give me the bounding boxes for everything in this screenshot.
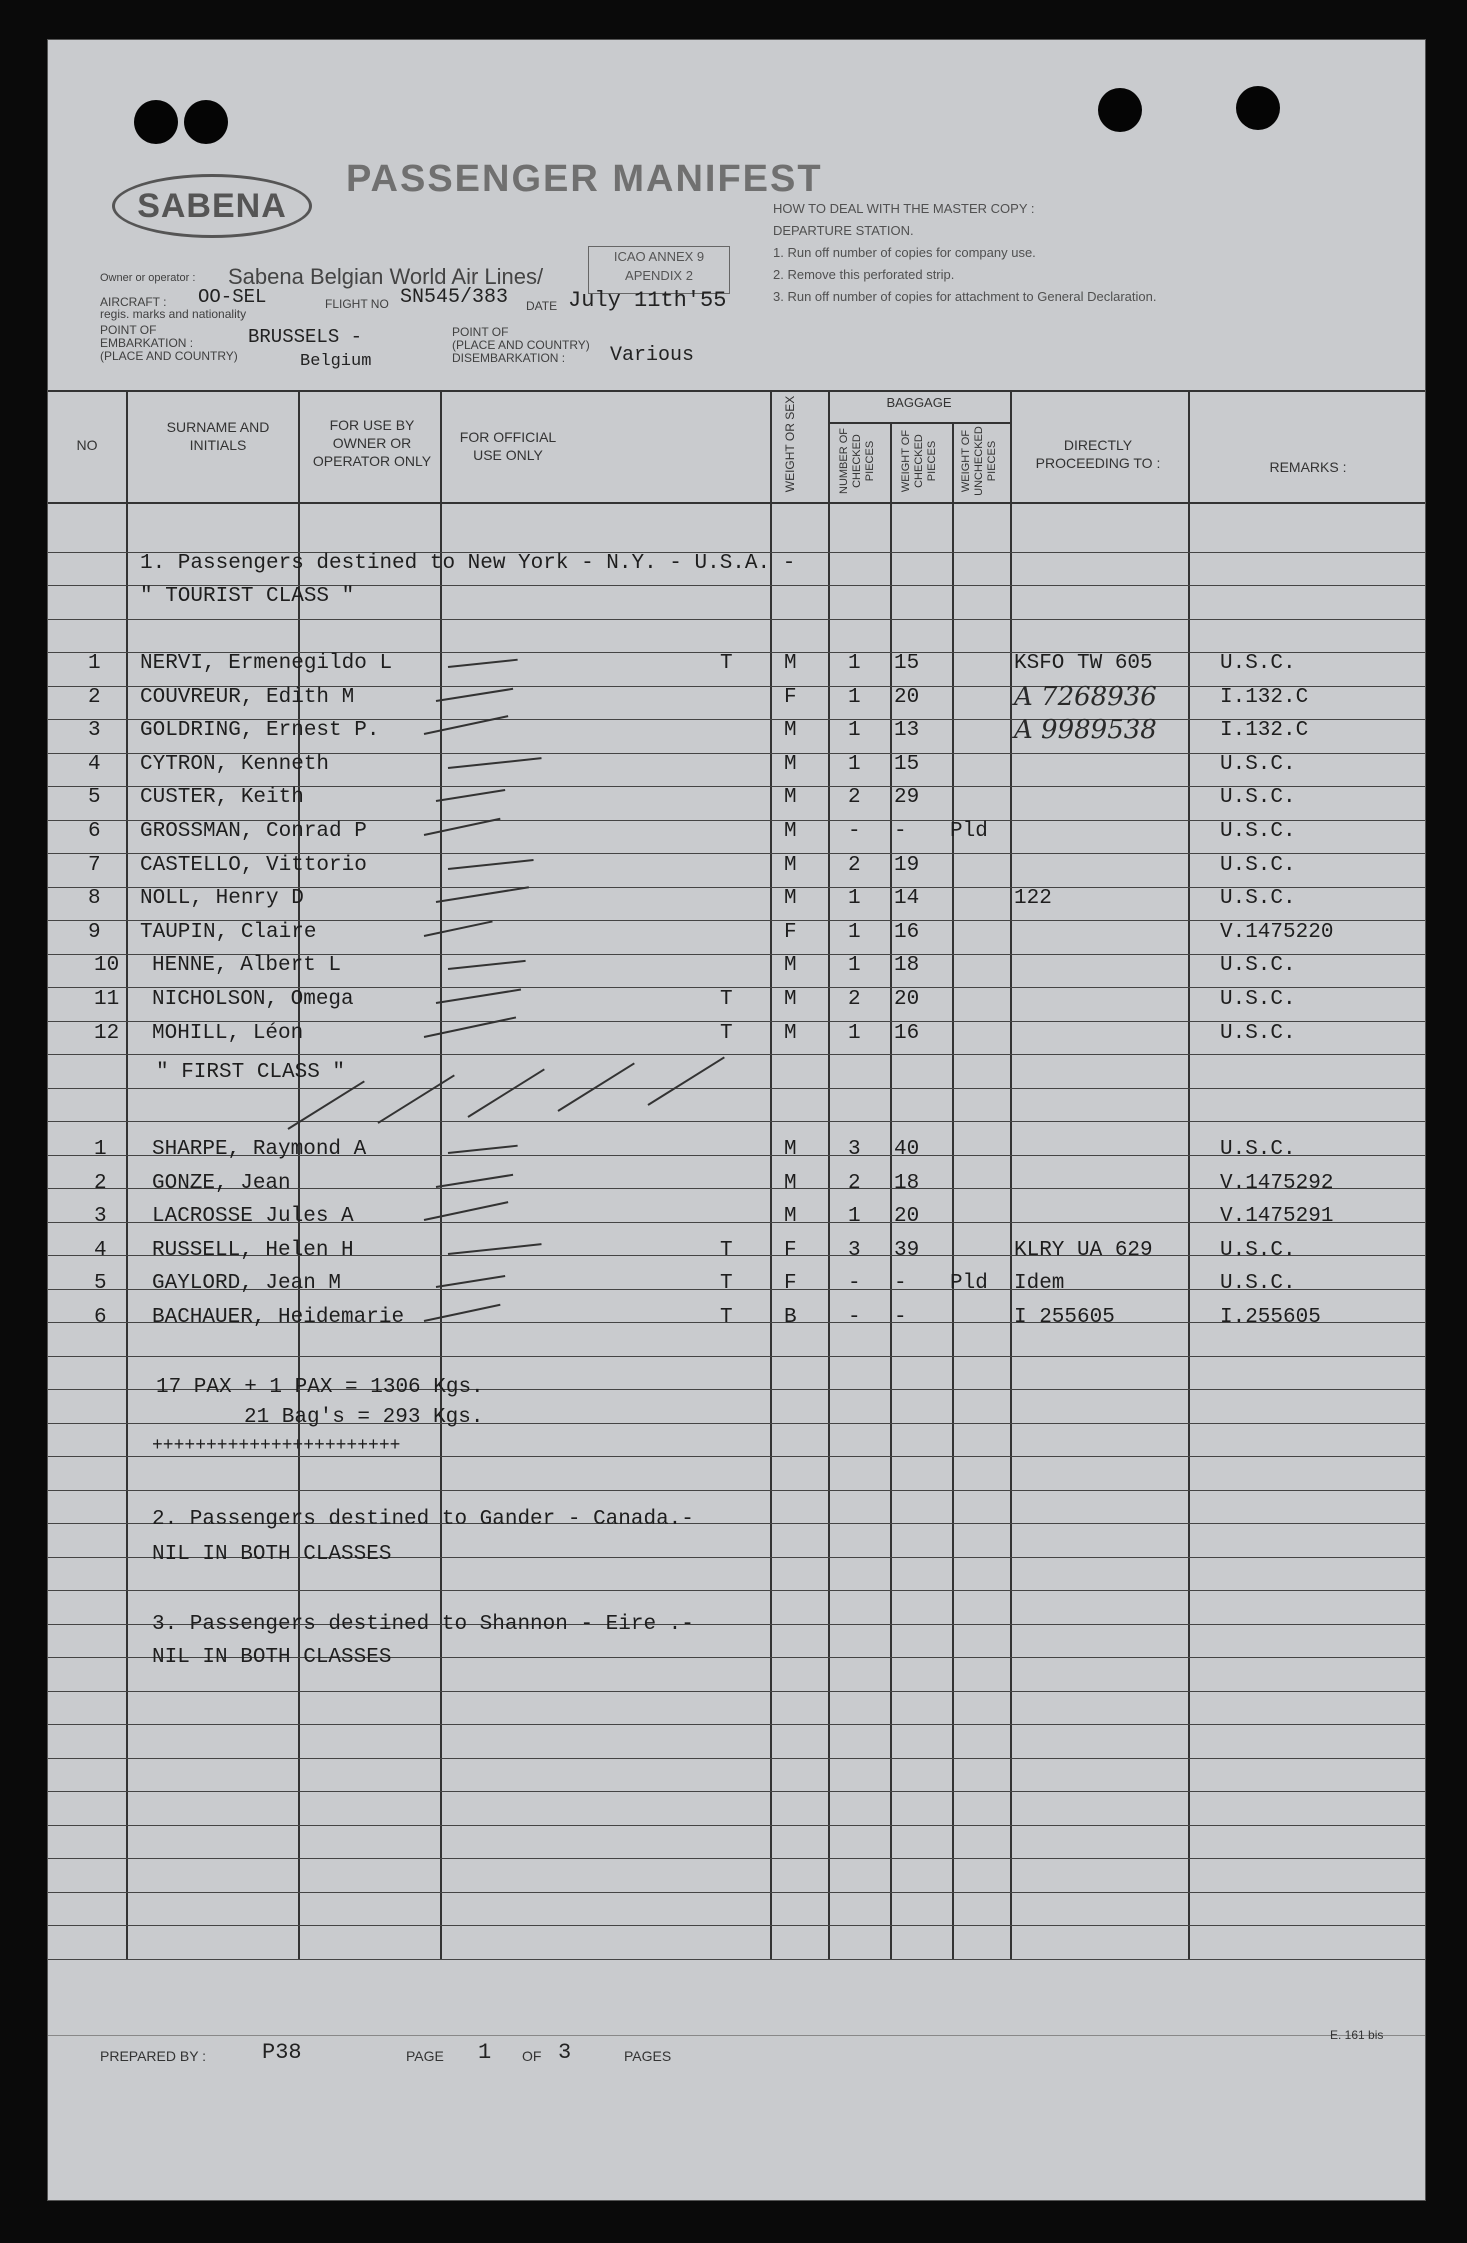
passenger-pieces: 2 xyxy=(848,1171,861,1195)
passenger-weight: 39 xyxy=(894,1238,920,1262)
baggage-divider xyxy=(828,422,1010,424)
embark-label-1: POINT OF xyxy=(100,323,157,337)
col-weight-sex: WEIGHT OR SEX xyxy=(783,395,797,493)
ruled-row xyxy=(48,1724,1425,1759)
passenger-name: HENNE, Albert L xyxy=(152,954,342,978)
passenger-number: 4 xyxy=(94,1238,107,1262)
date-value: July 11th'55 xyxy=(568,288,727,313)
pages-label: PAGES xyxy=(624,2048,672,2064)
passenger-name: LACROSSE Jules A xyxy=(152,1205,354,1229)
page-value: 1 xyxy=(478,2040,492,2065)
passenger-number: 1 xyxy=(94,1138,107,1161)
passenger-number: 7 xyxy=(88,853,101,877)
passenger-number: 8 xyxy=(88,887,101,911)
col-weight-unchecked: WEIGHT OF UNCHECKED PIECES xyxy=(960,426,998,496)
passenger-number: 5 xyxy=(88,786,101,810)
passenger-weight: 40 xyxy=(894,1138,920,1161)
passenger-number: 3 xyxy=(94,1205,107,1229)
passenger-weight: 15 xyxy=(894,652,920,675)
passenger-weight: 18 xyxy=(894,954,920,978)
passenger-pieces: 2 xyxy=(848,988,861,1011)
passenger-number: 5 xyxy=(94,1272,107,1296)
passenger-number: 6 xyxy=(88,820,101,843)
passenger-destination: 122 xyxy=(1014,887,1052,911)
aircraft-label: AIRCRAFT : xyxy=(100,295,167,309)
form-code: E. 161 bis xyxy=(1330,2028,1384,2042)
passenger-tourist-mark: T xyxy=(720,1238,733,1262)
embark-value-1: BRUSSELS - xyxy=(248,326,363,348)
ruled-row xyxy=(48,1758,1425,1793)
section3-heading: 3. Passengers destined to Shannon - Eire .- xyxy=(152,1613,694,1636)
passenger-remarks: I.132.C xyxy=(1220,719,1309,743)
passenger-name: COUVREUR, Edith M xyxy=(140,685,355,709)
section2-heading: 2. Passengers destined to Gander - Canada.- xyxy=(152,1508,694,1531)
date-label: DATE xyxy=(526,299,558,313)
passenger-number: 6 xyxy=(94,1306,107,1329)
passenger-pieces: - xyxy=(848,1272,861,1296)
passenger-name: NICHOLSON, Omega xyxy=(152,988,354,1011)
passenger-name: GOLDRING, Ernest P. xyxy=(140,719,380,743)
passenger-sex: M xyxy=(784,1171,797,1195)
passenger-weight: 20 xyxy=(894,988,920,1011)
embark-label-3: (PLACE AND COUNTRY) xyxy=(100,349,238,363)
passenger-remarks: U.S.C. xyxy=(1220,988,1296,1011)
passenger-sex: M xyxy=(784,786,797,810)
passenger-sex: M xyxy=(784,752,797,776)
passenger-weight: - xyxy=(894,1272,907,1296)
passenger-name: CUSTER, Keith xyxy=(140,786,304,810)
prepared-by-label: PREPARED BY : xyxy=(100,2048,207,2064)
instruction-line-5: 3. Run off number of copies for attachment to General Declaration. xyxy=(773,289,1157,304)
passenger-pieces: 3 xyxy=(848,1138,861,1161)
passenger-remarks: U.S.C. xyxy=(1220,1138,1296,1161)
page-label: PAGE xyxy=(406,2048,444,2064)
passenger-number: 3 xyxy=(88,719,101,743)
owner-value: Sabena Belgian World Air Lines/ xyxy=(228,264,544,289)
passenger-destination: A 9989538 xyxy=(1014,715,1157,746)
passenger-pieces: 1 xyxy=(848,685,861,709)
flight-value: SN545/383 xyxy=(400,286,509,309)
embark-label-2: EMBARKATION : xyxy=(100,336,194,350)
punch-hole xyxy=(1098,88,1142,132)
passenger-name: RUSSELL, Helen H xyxy=(152,1238,354,1262)
punch-hole xyxy=(134,100,178,144)
manifest-title: PASSENGER MANIFEST xyxy=(346,158,823,200)
passenger-tourist-mark: T xyxy=(720,1021,733,1045)
ruled-row xyxy=(48,518,1425,553)
passenger-weight: 16 xyxy=(894,1021,920,1045)
passenger-remarks: V.1475220 xyxy=(1220,920,1334,944)
flight-label: FLIGHT NO xyxy=(325,297,389,311)
icao-line1: ICAO ANNEX 9 xyxy=(613,249,705,264)
aircraft-value: OO-SEL xyxy=(198,286,267,308)
passenger-name: MOHILL, Léon xyxy=(152,1021,304,1045)
ruled-row xyxy=(48,1858,1425,1893)
passenger-pieces: 1 xyxy=(848,920,861,944)
passenger-name: GROSSMAN, Conrad P xyxy=(140,820,367,843)
passenger-pieces: 1 xyxy=(848,954,861,978)
passenger-name: CYTRON, Kenneth xyxy=(140,752,330,776)
passenger-remarks: V.1475292 xyxy=(1220,1171,1334,1195)
passenger-remarks: U.S.C. xyxy=(1220,887,1296,911)
passenger-weight: 19 xyxy=(894,853,920,877)
disembark-label-3: DISEMBARKATION : xyxy=(452,351,566,365)
passenger-name: NOLL, Henry D xyxy=(140,887,304,911)
passenger-weight: 16 xyxy=(894,920,920,944)
passenger-destination: KLRY UA 629 xyxy=(1014,1238,1153,1262)
passenger-weight: 15 xyxy=(894,752,920,776)
passenger-pieces: 2 xyxy=(848,853,861,877)
passenger-number: 2 xyxy=(88,685,101,709)
passenger-weight: 20 xyxy=(894,1205,920,1229)
passenger-sex: M xyxy=(784,988,797,1011)
punch-hole xyxy=(184,100,228,144)
ruled-row xyxy=(48,1456,1425,1491)
passenger-remarks: U.S.C. xyxy=(1220,1272,1296,1296)
passenger-weight: 13 xyxy=(894,719,920,743)
passenger-name: CASTELLO, Vittorio xyxy=(140,853,367,877)
passenger-sex: M xyxy=(784,719,797,743)
prepared-by-value: P38 xyxy=(262,2040,302,2065)
passenger-pieces: 1 xyxy=(848,887,861,911)
passenger-tourist-mark: T xyxy=(720,988,733,1011)
passenger-pieces: 1 xyxy=(848,719,861,743)
passenger-destination: I 255605 xyxy=(1014,1306,1115,1329)
passenger-unchecked: Pld xyxy=(950,820,988,843)
aircraft-sub-label: regis. marks and nationality xyxy=(100,307,247,321)
passenger-remarks: U.S.C. xyxy=(1220,820,1296,843)
passenger-remarks: U.S.C. xyxy=(1220,752,1296,776)
passenger-tourist-mark: T xyxy=(720,1306,733,1329)
passenger-pieces: - xyxy=(848,1306,861,1329)
passenger-destination: Idem xyxy=(1014,1272,1065,1296)
col-num-checked: NUMBER OF CHECKED PIECES xyxy=(838,428,876,494)
tourist-class-heading: " TOURIST CLASS " xyxy=(140,585,355,608)
passenger-weight: 29 xyxy=(894,786,920,810)
passenger-pieces: 1 xyxy=(848,652,861,675)
passenger-name: SHARPE, Raymond A xyxy=(152,1138,367,1161)
disembark-label-2: (PLACE AND COUNTRY) xyxy=(452,338,590,352)
passenger-number: 2 xyxy=(94,1171,107,1195)
totals-line-1: 17 PAX + 1 PAX = 1306 Kgs. xyxy=(156,1376,484,1399)
passenger-pieces: - xyxy=(848,820,861,843)
passenger-number: 9 xyxy=(88,920,101,944)
passenger-pieces: 1 xyxy=(848,752,861,776)
passenger-name: GONZE, Jean xyxy=(152,1171,291,1195)
ruled-row xyxy=(48,1892,1425,1927)
passenger-sex: M xyxy=(784,954,797,978)
passenger-remarks: V.1475291 xyxy=(1220,1205,1334,1229)
col-surname: SURNAME AND INITIALS xyxy=(166,419,270,453)
passenger-sex: F xyxy=(784,685,797,709)
totals-rule: +++++++++++++++++++++++ xyxy=(152,1436,401,1456)
passenger-name: NERVI, Ermenegildo L xyxy=(140,652,393,675)
instructions xyxy=(773,198,1156,308)
passenger-sex: F xyxy=(784,1238,797,1262)
passenger-pieces: 2 xyxy=(848,786,861,810)
owner-label: Owner or operator : xyxy=(100,272,196,284)
passenger-destination: KSFO TW 605 xyxy=(1014,652,1153,675)
passenger-sex: B xyxy=(784,1306,797,1329)
passenger-number: 10 xyxy=(94,954,120,978)
disembark-value: Various xyxy=(610,344,695,367)
passenger-unchecked: Pld xyxy=(950,1272,988,1296)
instruction-line-1: HOW TO DEAL WITH THE MASTER COPY : xyxy=(773,201,1035,216)
passenger-remarks: U.S.C. xyxy=(1220,1021,1296,1045)
passenger-weight: 18 xyxy=(894,1171,920,1195)
punch-hole xyxy=(1236,86,1280,130)
passenger-name: TAUPIN, Claire xyxy=(140,920,317,944)
sabena-logo: SABENA xyxy=(112,174,312,238)
disembark-label-1: POINT OF xyxy=(452,325,509,339)
manifest-sheet xyxy=(48,40,1425,2200)
ruled-row xyxy=(48,1925,1425,1960)
section3-note: NIL IN BOTH CLASSES xyxy=(152,1646,392,1669)
col-remarks: REMARKS : xyxy=(1269,459,1347,475)
col-owner-use: FOR USE BY OWNER OR OPERATOR ONLY xyxy=(312,417,432,469)
ruled-row xyxy=(48,1825,1425,1860)
footer-rule xyxy=(48,2035,1425,2036)
embark-value-2: Belgium xyxy=(300,352,372,371)
header-divider xyxy=(48,390,1425,392)
passenger-remarks: U.S.C. xyxy=(1220,786,1296,810)
section1-heading: 1. Passengers destined to New York - N.Y. - U.S.A. - xyxy=(140,552,796,575)
icao-line2: APENDIX 2 xyxy=(625,268,693,283)
passenger-pieces: 1 xyxy=(848,1205,861,1229)
col-official-use: FOR OFFICIAL USE ONLY xyxy=(459,429,557,463)
passenger-sex: M xyxy=(784,1138,797,1161)
passenger-remarks: U.S.C. xyxy=(1220,652,1296,675)
passenger-remarks: U.S.C. xyxy=(1220,954,1296,978)
ruled-row xyxy=(48,1691,1425,1726)
passenger-tourist-mark: T xyxy=(720,1272,733,1296)
instruction-line-4: 2. Remove this perforated strip. xyxy=(773,267,955,282)
passenger-sex: M xyxy=(784,853,797,877)
of-label: OF xyxy=(522,2048,542,2064)
passenger-sex: F xyxy=(784,920,797,944)
totals-line-2: 21 Bag's = 293 Kgs. xyxy=(244,1406,484,1429)
passenger-sex: M xyxy=(784,1021,797,1045)
passenger-number: 11 xyxy=(94,988,120,1011)
ruled-row xyxy=(48,1088,1425,1123)
passenger-name: GAYLORD, Jean M xyxy=(152,1272,342,1296)
passenger-weight: 14 xyxy=(894,887,920,911)
ruled-row xyxy=(48,619,1425,654)
col-weight-checked: WEIGHT OF CHECKED PIECES xyxy=(900,429,938,493)
passenger-sex: M xyxy=(784,652,797,675)
of-value: 3 xyxy=(558,2040,572,2065)
passenger-weight: - xyxy=(894,1306,907,1329)
col-baggage: BAGGAGE xyxy=(886,395,952,410)
first-class-heading: " FIRST CLASS " xyxy=(156,1061,346,1084)
icao-box xyxy=(588,246,730,294)
passenger-number: 12 xyxy=(94,1021,120,1045)
passenger-weight: 20 xyxy=(894,685,920,709)
passenger-sex: M xyxy=(784,820,797,843)
instruction-line-2: DEPARTURE STATION. xyxy=(773,223,914,238)
passenger-sex: M xyxy=(784,887,797,911)
passenger-number: 1 xyxy=(88,652,101,675)
passenger-weight: - xyxy=(894,820,907,843)
passenger-remarks: I.132.C xyxy=(1220,685,1309,709)
passenger-name: BACHAUER, Heidemarie xyxy=(152,1306,405,1329)
column-header-divider xyxy=(48,502,1425,504)
passenger-pieces: 1 xyxy=(848,1021,861,1045)
passenger-tourist-mark: T xyxy=(720,652,733,675)
passenger-number: 4 xyxy=(88,752,101,776)
col-no: NO xyxy=(76,437,98,453)
ruled-row xyxy=(48,1791,1425,1826)
col-directly: DIRECTLY PROCEEDING TO : xyxy=(1035,437,1161,471)
instruction-line-3: 1. Run off number of copies for company use. xyxy=(773,245,1036,260)
passenger-sex: F xyxy=(784,1272,797,1296)
passenger-sex: M xyxy=(784,1205,797,1229)
passenger-remarks: U.S.C. xyxy=(1220,1238,1296,1262)
passenger-destination: A 7268936 xyxy=(1014,681,1157,712)
passenger-pieces: 3 xyxy=(848,1238,861,1262)
section2-note: NIL IN BOTH CLASSES xyxy=(152,1543,392,1566)
passenger-remarks: U.S.C. xyxy=(1220,853,1296,877)
passenger-remarks: I.255605 xyxy=(1220,1306,1321,1329)
